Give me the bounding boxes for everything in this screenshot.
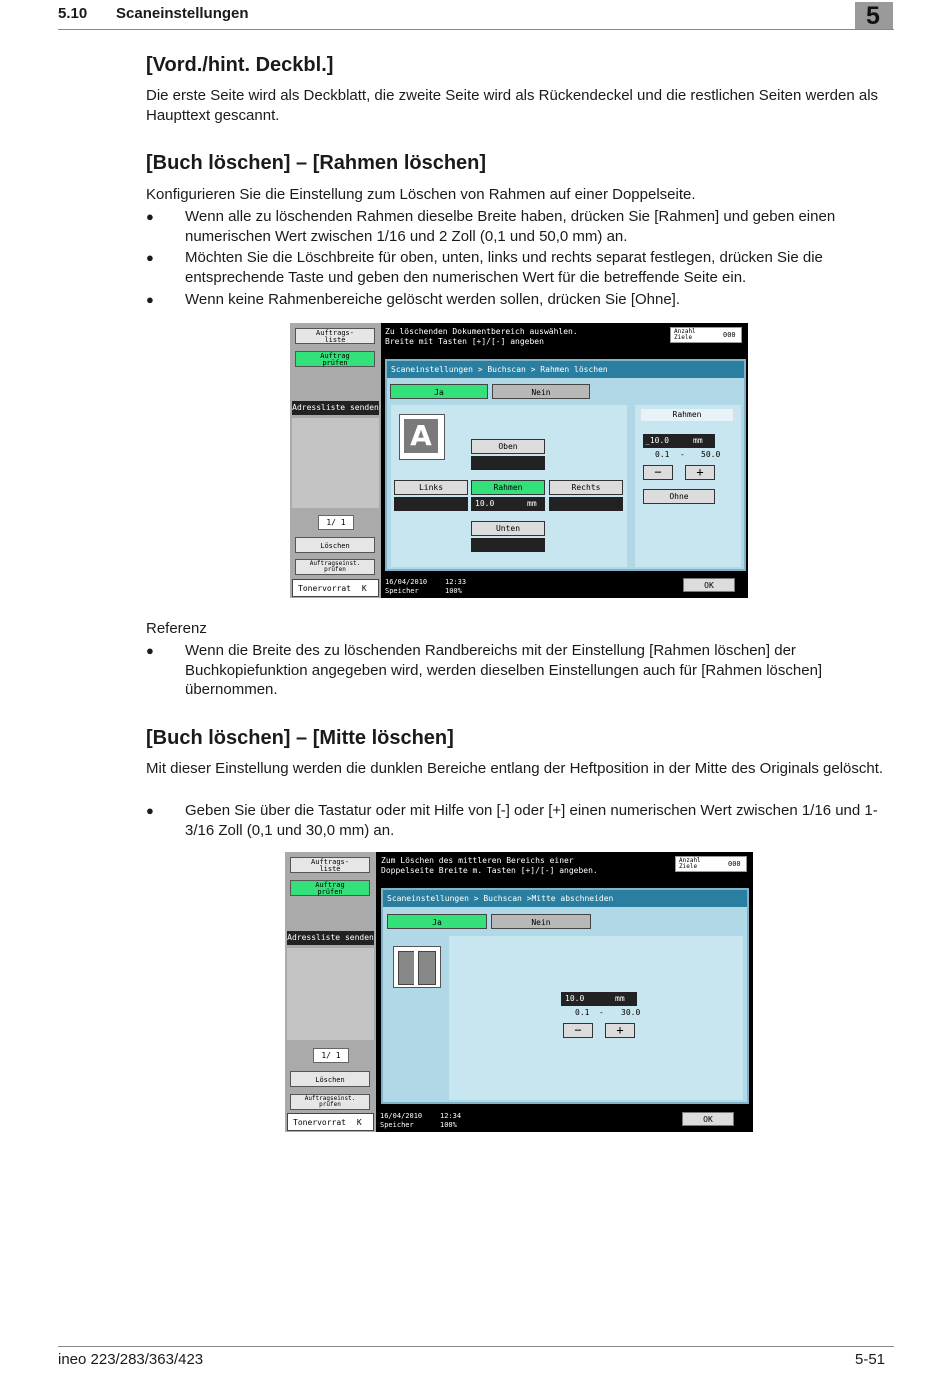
cover-description: Die erste Seite wird als Deckblatt, die zweite Seite wird als Rückendeckel und die restlichen Seiten werden als Haupttext gescannt. — [146, 87, 879, 124]
left-button[interactable]: Links — [394, 480, 468, 495]
section-number: 5.10 — [58, 5, 88, 22]
screenshot-frame-erase — [290, 323, 748, 598]
bullet-text: Möchten Sie die Löschbreite für oben, unten, links und rechts separat festlegen, drücken Sie die entsprechende Taste und geben den numerischen Wert für die betreffende Seite ein. — [185, 249, 823, 286]
count-value: 000 — [723, 331, 736, 339]
center-erase-description: Mit dieser Einstellung werden die dunklen Bereiche entlang der Heftposition in der Mitte des Originals gelöscht. — [146, 760, 884, 777]
bottom-value-field — [471, 538, 545, 552]
job-list-button[interactable]: Auftrags- liste — [290, 857, 370, 873]
settings-panel — [381, 888, 749, 1104]
bullet-icon: ● — [146, 250, 154, 265]
date: 16/04/2010 — [380, 1112, 423, 1120]
message-line-2: Doppelseite Breite m. Tasten [+]/[-] angeben. — [381, 866, 598, 875]
check-job-button[interactable]: Auftrag prüfen — [295, 351, 375, 367]
book-center-icon — [393, 946, 441, 988]
toner-label: Tonervorrat — [293, 1118, 346, 1127]
frame-width-value: _10.0 — [645, 436, 670, 445]
minus-button[interactable]: − — [563, 1023, 593, 1038]
tab-no[interactable]: Nein — [491, 914, 591, 929]
address-list-send-label: Adressliste senden — [292, 401, 379, 415]
address-list-area — [287, 948, 374, 1040]
center-gutter-icon — [414, 947, 418, 987]
destination-count — [675, 856, 747, 872]
ok-button[interactable]: OK — [683, 578, 735, 592]
range-max: 30.0 — [621, 1008, 641, 1017]
document-icon — [399, 414, 445, 460]
heading-frame-erase: [Buch löschen] – [Rahmen löschen] — [146, 152, 487, 174]
panel-sidebar — [290, 323, 381, 598]
toner-k-label: K — [356, 1118, 362, 1127]
footer-model: ineo 223/283/363/423 — [58, 1351, 204, 1368]
right-page-icon — [418, 951, 436, 985]
breadcrumb: Scaneinstellungen > Buchscan > Rahmen löschen — [387, 361, 744, 378]
left-value-field — [394, 497, 468, 511]
memory-value: 100% — [445, 587, 462, 595]
heading-cover: [Vord./hint. Deckbl.] — [146, 54, 334, 76]
check-job-button[interactable]: Auftrag prüfen — [290, 880, 370, 896]
frame-unit: mm — [527, 499, 537, 508]
status-bar — [381, 574, 748, 598]
delete-button[interactable]: Löschen — [290, 1071, 370, 1087]
page-indicator: 1/ 1 — [318, 515, 354, 530]
address-list-send-label: Adressliste senden — [287, 931, 374, 945]
memory-label: Speicher — [380, 1121, 414, 1129]
tab-no[interactable]: Nein — [492, 384, 590, 399]
range-max: 50.0 — [701, 450, 721, 459]
panel-sidebar — [285, 852, 376, 1132]
center-width-value: 10.0 — [565, 994, 585, 1003]
count-label: Anzahl Ziele — [679, 857, 701, 870]
top-value-field — [471, 456, 545, 470]
bullet-icon: ● — [146, 209, 154, 224]
center-width-panel — [449, 936, 743, 1100]
toner-status — [287, 1113, 374, 1131]
bullet-text: Geben Sie über die Tastatur oder mit Hilfe von [-] oder [+] einen numerischen Wert zwischen 1/16 und 1-3/16 Zoll (0,1 und 30,0 mm) an. — [185, 802, 878, 839]
range-separator: - — [599, 1008, 604, 1017]
minus-button[interactable]: − — [643, 465, 673, 480]
message-line-1: Zum Löschen des mittleren Bereichs einer — [381, 856, 574, 865]
plus-button[interactable]: + — [605, 1023, 635, 1038]
header-rule — [58, 29, 894, 30]
plus-button[interactable]: + — [685, 465, 715, 480]
tab-yes[interactable]: Ja — [387, 914, 487, 929]
message-line-1: Zu löschenden Dokumentbereich auswählen. — [385, 327, 578, 336]
range-separator: - — [680, 450, 685, 459]
settings-panel — [385, 359, 746, 571]
heading-center-erase: [Buch löschen] – [Mitte löschen] — [146, 727, 454, 749]
breadcrumb: Scaneinstellungen > Buchscan >Mitte abschneiden — [383, 890, 747, 907]
reference-label: Referenz — [146, 620, 207, 637]
footer-rule — [58, 1346, 894, 1347]
message-line-2: Breite mit Tasten [+]/[-] angeben — [385, 337, 544, 346]
range-min: 0.1 — [575, 1008, 590, 1017]
range-min: 0.1 — [655, 450, 670, 459]
right-value-field — [549, 497, 623, 511]
time: 12:34 — [440, 1112, 462, 1120]
chapter-number: 5 — [866, 2, 880, 30]
count-value: 000 — [728, 860, 741, 868]
address-list-area — [292, 418, 379, 508]
frame-value: 10.0 — [475, 499, 495, 508]
bullet-text: Wenn die Breite des zu löschenden Randbereichs mit der Einstellung [Rahmen löschen] der Buchkopiefunktion angegeben wird, werden dieselben Einstellungen auch für [Rahmen löschen] übernommen. — [185, 642, 823, 698]
bottom-button[interactable]: Unten — [471, 521, 545, 536]
destination-count — [670, 327, 742, 343]
frame-width-title: Rahmen — [641, 409, 733, 421]
check-settings-button[interactable]: Auftragseinst. prüfen — [290, 1094, 370, 1110]
frame-value-field — [471, 497, 545, 511]
toner-k-label: K — [361, 584, 367, 593]
ok-button[interactable]: OK — [682, 1112, 734, 1126]
frame-erase-intro: Konfigurieren Sie die Einstellung zum Löschen von Rahmen auf einer Doppelseite. — [146, 186, 696, 203]
bullet-icon: ● — [146, 292, 154, 307]
center-width-field[interactable] — [561, 992, 637, 1006]
toner-label: Tonervorrat — [298, 584, 351, 593]
frame-width-unit: mm — [693, 436, 703, 445]
tab-yes[interactable]: Ja — [390, 384, 488, 399]
status-bar — [376, 1108, 753, 1132]
bullet-icon: ● — [146, 643, 154, 658]
letter-a-icon: A — [404, 419, 438, 453]
none-button[interactable]: Ohne — [643, 489, 715, 504]
top-button[interactable]: Oben — [471, 439, 545, 454]
delete-button[interactable]: Löschen — [295, 537, 375, 553]
bullet-text: Wenn keine Rahmenbereiche gelöscht werden sollen, drücken Sie [Ohne]. — [185, 291, 681, 308]
section-title: Scaneinstellungen — [116, 5, 249, 22]
toner-status — [292, 579, 379, 597]
width-panel — [635, 405, 741, 567]
footer-page-number: 5-51 — [855, 1351, 886, 1368]
bullet-text: Wenn alle zu löschenden Rahmen dieselbe Breite haben, drücken Sie [Rahmen] und geben einen numerischen Wert zwischen 1/16 und 2 Zoll (0,1 und 50,0 mm) an. — [185, 208, 836, 245]
check-settings-button[interactable]: Auftragseinst. prüfen — [295, 559, 375, 575]
job-list-button[interactable]: Auftrags- liste — [295, 328, 375, 344]
bullet-icon: ● — [146, 803, 154, 818]
count-label: Anzahl Ziele — [674, 328, 696, 341]
memory-value: 100% — [440, 1121, 457, 1129]
frame-button[interactable]: Rahmen — [471, 480, 545, 495]
screenshot-center-erase — [285, 852, 753, 1132]
page-indicator: 1/ 1 — [313, 1048, 349, 1063]
time: 12:33 — [445, 578, 467, 586]
frame-width-field[interactable] — [643, 434, 715, 448]
center-width-unit: mm — [615, 994, 625, 1003]
right-button[interactable]: Rechts — [549, 480, 623, 495]
memory-label: Speicher — [385, 587, 419, 595]
date: 16/04/2010 — [385, 578, 428, 586]
